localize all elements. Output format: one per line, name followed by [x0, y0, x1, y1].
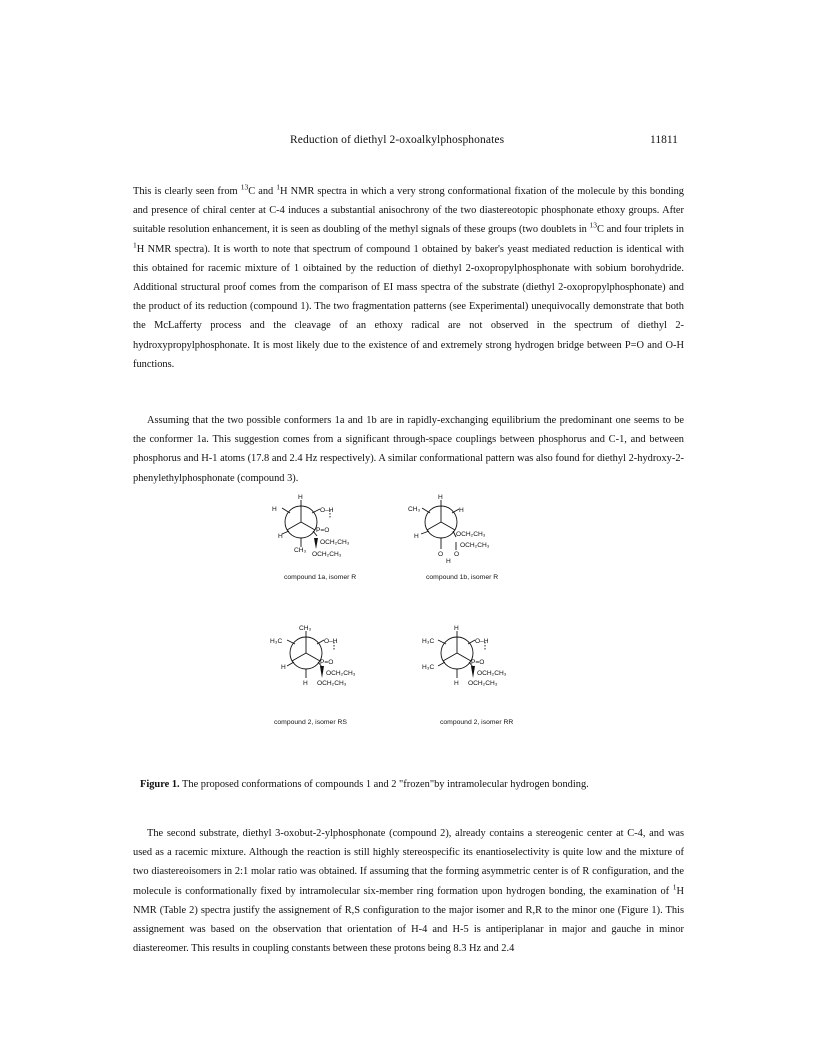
- page-number: 11811: [650, 134, 678, 146]
- superscript: 13: [240, 182, 249, 192]
- compound-1b-label: compound 1b, isomer R: [426, 574, 499, 581]
- atom-label: OCH₂CH₃: [312, 551, 342, 558]
- atom-label: O–H: [475, 638, 489, 645]
- atom-label: P=O: [320, 659, 334, 666]
- atom-label: H: [414, 533, 419, 540]
- atom-label: H₃C: [270, 638, 283, 645]
- text-span: This is clearly seen from: [133, 186, 241, 197]
- text-span: C and: [248, 186, 277, 197]
- atom-label: CH₃: [294, 547, 307, 554]
- text-span: The second substrate, diethyl 3-oxobut-2-ylphosphonate (compound 2), already contains a stereogenic center at C-4, and was used as a racemic mixture. Although the reaction is still highly stereospecific its enantioselectivity is quite low and the mixture of two diastereoisomers in 2:1 molar ratio was obtained. If assuming that the forming asymmetric center is of R configuration, and the molecule is conformationally fixed by intramolecular six-member ring formation upon hydrogen bonding, the examination of: [133, 828, 684, 897]
- paragraph-conformers: Assuming that the two possible conformers 1a and 1b are in rapidly-exchanging equilibrium the predominant one seems to be the conformer 1a. This suggestion comes from a significant through-space couplings between phosphorus and C-1, and between phosphorus and H-1 atoms (17.8 and 2.4 Hz respectively). A similar conformational pattern was also found for diethyl 2-hydroxy-2-phenylethylphosphonate (compound 3).: [133, 415, 684, 484]
- wedge-bond: [314, 538, 318, 549]
- atom-label: P=O: [316, 527, 330, 534]
- figure-1: [250, 494, 580, 728]
- newman-projections: [250, 494, 580, 728]
- compound-2rr-label: compound 2, isomer RR: [440, 719, 514, 726]
- atom-label: OCH₂CH₃: [320, 539, 350, 546]
- atom-label: H: [454, 625, 459, 632]
- figure-caption: [140, 779, 680, 790]
- atom-label: OCH₂CH₃: [317, 680, 347, 687]
- wedge-bond: [320, 666, 324, 678]
- caption-label: Figure 1.: [140, 779, 180, 790]
- atom-label: H: [272, 506, 277, 513]
- atom-label: OCH₂CH₃: [477, 670, 507, 677]
- text-span: C and four triplets in: [596, 224, 684, 236]
- superscript: 13: [589, 220, 597, 230]
- atom-label: O–H: [320, 507, 334, 514]
- superscript: 1: [672, 882, 677, 892]
- atom-label: H: [438, 494, 443, 501]
- atom-label: CH₃: [408, 506, 421, 513]
- compound-1a-label: compound 1a, isomer R: [284, 574, 357, 581]
- atom-label: H: [446, 558, 451, 565]
- text-span: H NMR (Table 2) spectra justify the assignement of R,S configuration to the major isomer and R,R to the minor one (Figure 1). This assignement was based on the observation that orientation of H-4 and H-5 is antiperiplanar in major and gauche in minor diastereomer. This results in coupling constants between these protons being 8.3 Hz and 2.4: [133, 885, 684, 955]
- atom-label: OCH₂CH₃: [326, 670, 356, 677]
- atom-label: H: [278, 533, 283, 540]
- atom-label: OCH₂CH₃: [468, 680, 498, 687]
- atom-label: OCH₂CH₃: [456, 531, 486, 538]
- atom-label: H: [298, 494, 303, 501]
- atom-label: P=O: [471, 659, 485, 666]
- paragraph-nmr-spectra: [133, 182, 684, 374]
- text-span: H NMR spectra in which a very strong conformational fixation of the molecule by this bonding and presence of chiral center at C-4 induces a substantial anisochrony of the two diastereotopic phosphonate ethoxy groups. After suitable resolution enhancement, it is seen as doubling of the methyl signals of these groups (two doublets in: [133, 186, 684, 236]
- atom-label: OCH₂CH₃: [460, 542, 490, 549]
- atom-label: H: [281, 664, 286, 671]
- atom-label: O: [438, 551, 444, 558]
- text-span: H NMR spectra). It is worth to note that spectrum of compound 1 obtained by baker's yeast mediated reduction is identical with this obtained for racemic mixture of 1 oibtained by the reduction of diethyl 2-oxopropylphosphonate with sobium borohydride. Additional structural proof comes from the comparison of EI mass spectra of the substrate (diethyl 2-oxopropylphosphonate) and the product of its reduction (compound 1). The two fragmentation patterns (see Experimental) unequivocally demonstrate that both the McLafferty process and the cleavage of an ethoxy radical are not observed in the spectrum of diethyl 2-hydroxypropylphosphonate. It is most likely due to the existence of and extremely strong hydrogen bridge between P=O and O-H functions.: [133, 243, 684, 370]
- atom-label: H: [459, 507, 464, 514]
- paragraph-second-substrate: [133, 824, 684, 958]
- compound-2rs-label: compound 2, isomer RS: [274, 719, 347, 726]
- atom-label: H: [454, 680, 459, 687]
- superscript: 1: [133, 240, 137, 250]
- atom-label: H: [303, 680, 308, 687]
- running-title: Reduction of diethyl 2-oxoalkylphosphonates: [290, 134, 505, 146]
- atom-label: O–H: [324, 638, 338, 645]
- atom-label: O: [454, 551, 460, 558]
- atom-label: H₃C: [422, 638, 435, 645]
- atom-label: H₃C: [422, 664, 435, 671]
- caption-text: The proposed conformations of compounds 1 and 2 "frozen"by intramolecular hydrogen bonding.: [179, 779, 589, 790]
- superscript: 1: [276, 182, 281, 192]
- atom-label: CH₃: [299, 625, 312, 632]
- wedge-bond: [471, 666, 475, 678]
